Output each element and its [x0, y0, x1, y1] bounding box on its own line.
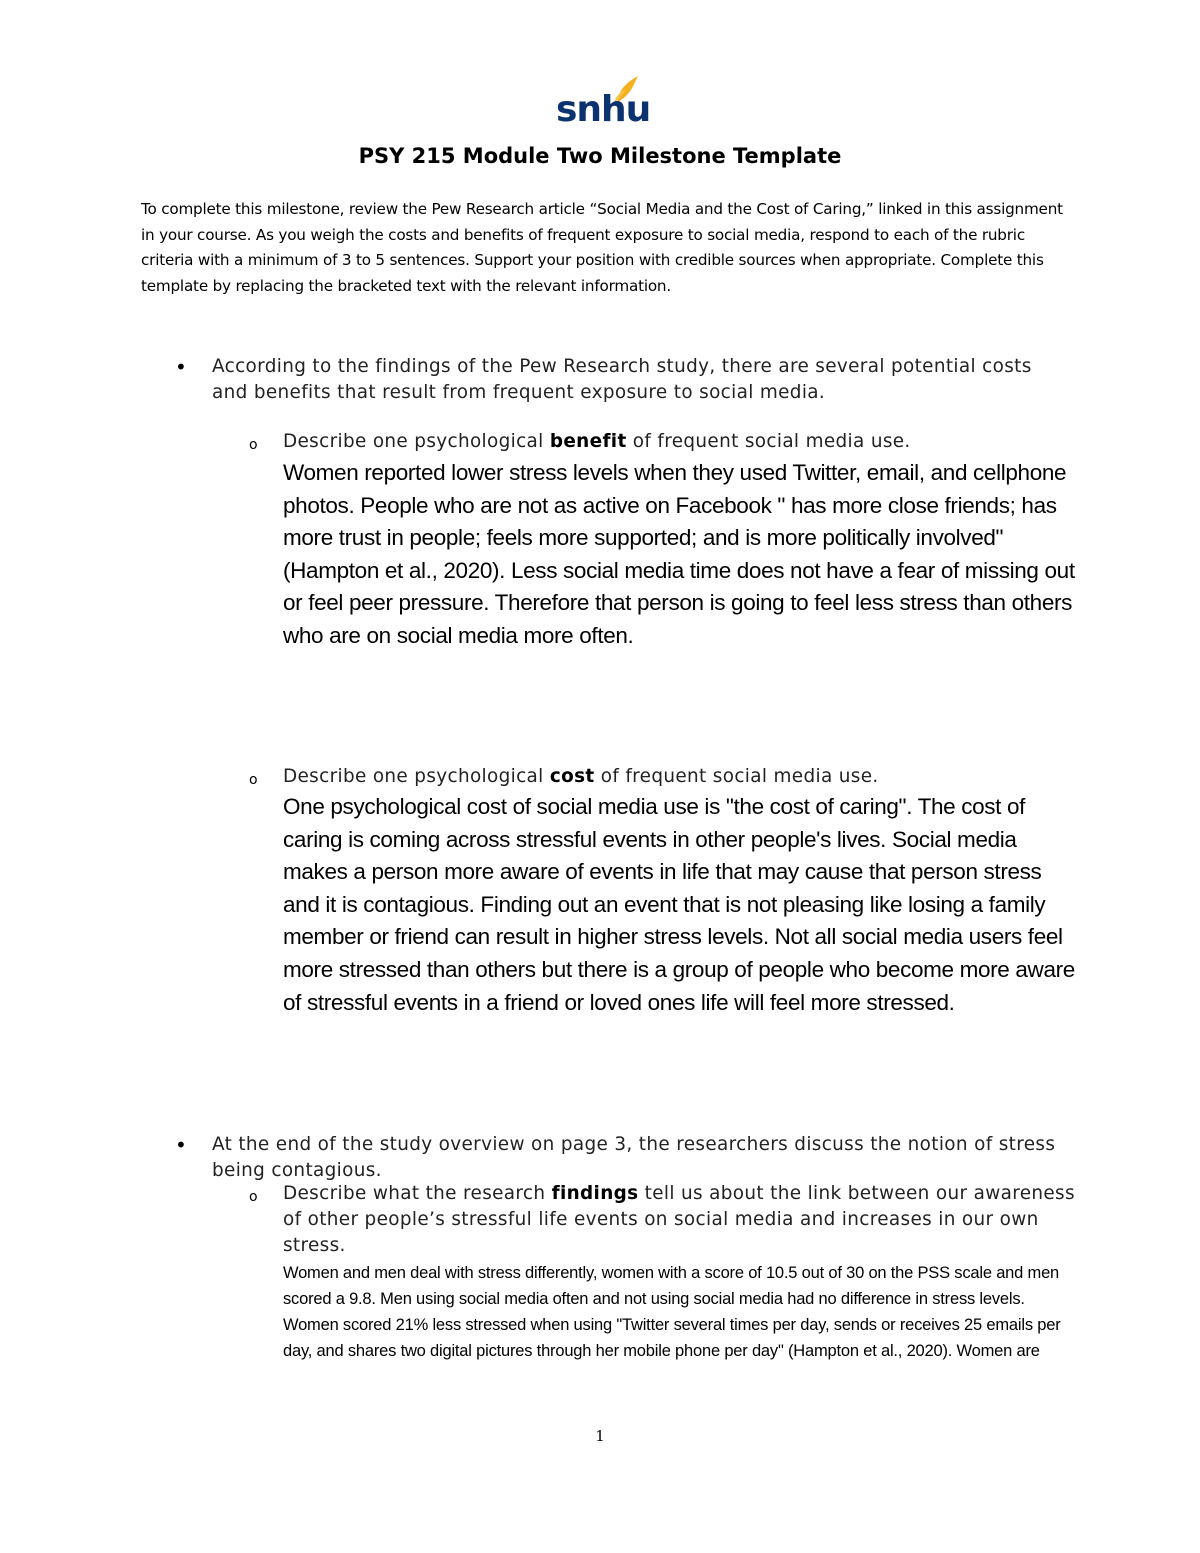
- question-keyword: findings: [551, 1183, 639, 1204]
- section2-prompt: At the end of the study overview on page 3, the researchers discuss the notion of stress being contagious.: [212, 1134, 1056, 1181]
- bullet-marker: •: [175, 355, 187, 379]
- question-keyword: cost: [549, 766, 595, 787]
- section1-question-cost: [283, 764, 1083, 790]
- question-text: Describe one psychological: [283, 766, 550, 787]
- logo-text: snhu: [556, 89, 651, 130]
- section1-question-benefit: [283, 429, 1083, 455]
- question-text: Describe one psychological: [283, 431, 550, 452]
- sub-bullet-marker: o: [249, 1189, 258, 1205]
- question-keyword: benefit: [549, 431, 627, 452]
- sub-bullet-marker: o: [249, 772, 258, 788]
- snhu-logo: [556, 74, 651, 132]
- sub-bullet-marker: o: [249, 437, 258, 453]
- bullet-marker: •: [175, 1133, 187, 1157]
- intro-paragraph: To complete this milestone, review the Pew Research article “Social Media and the Cost of Caring,” linked in this assignment in your course. As you weigh the costs and benefits of frequent exposure to social media, respond to each of the rubric criteria with a minimum of 3 to 5 sentences. Support your position with credible sources when appropriate. Complete this template by replacing the bracketed text with the relevant information.: [141, 200, 1063, 295]
- question-text: of frequent social media use.: [594, 766, 879, 787]
- page-title: PSY 215 Module Two Milestone Template: [358, 144, 842, 168]
- answer-cost: One psychological cost of social media use is "the cost of caring". The cost of caring is coming across stressful events in other people's lives. Social media makes a person more aware of events in life that may cause that person stress and it is contagious. Finding out an event that is not pleasing like losing a family member or friend can result in higher stress levels. Not all social media users feel more stressed than others but there is a group of people who become more aware of stressful events in a friend or loved ones life will feel more stressed.: [283, 794, 1075, 1015]
- section2-question-findings: [283, 1181, 1083, 1259]
- question-text: of frequent social media use.: [626, 431, 911, 452]
- answer-benefit: Women reported lower stress levels when they used Twitter, email, and cellphone photos. People who are not as active on Facebook " has more close friends; has more trust in people; feels more supported; and is more politically involved" (Hampton et al., 2020). Less social media time does not have a fear of missing out or feel peer pressure. Therefore that person is going to feel less stress than others who are on social media more often.: [283, 460, 1075, 648]
- question-text: tell us about the link between our awareness of other people’s stressful life events on social media and increases in our own stress.: [283, 1183, 1075, 1256]
- page-number: 1: [595, 1427, 605, 1445]
- section1-prompt: According to the findings of the Pew Research study, there are several potential costs and benefits that result from frequent exposure to social media.: [212, 356, 1032, 403]
- answer-findings: Women and men deal with stress differently, women with a score of 10.5 out of 30 on the PSS scale and men scored a 9.8. Men using social media often and not using social media had no difference in stress levels. Women scored 21% less stressed when using "Twitter several times per day, sends or receives 25 emails per day, and shares two digital pictures through her mobile phone per day" (Hampton et al., 2020). Women are: [283, 1264, 1061, 1360]
- question-text: Describe what the research: [283, 1183, 552, 1204]
